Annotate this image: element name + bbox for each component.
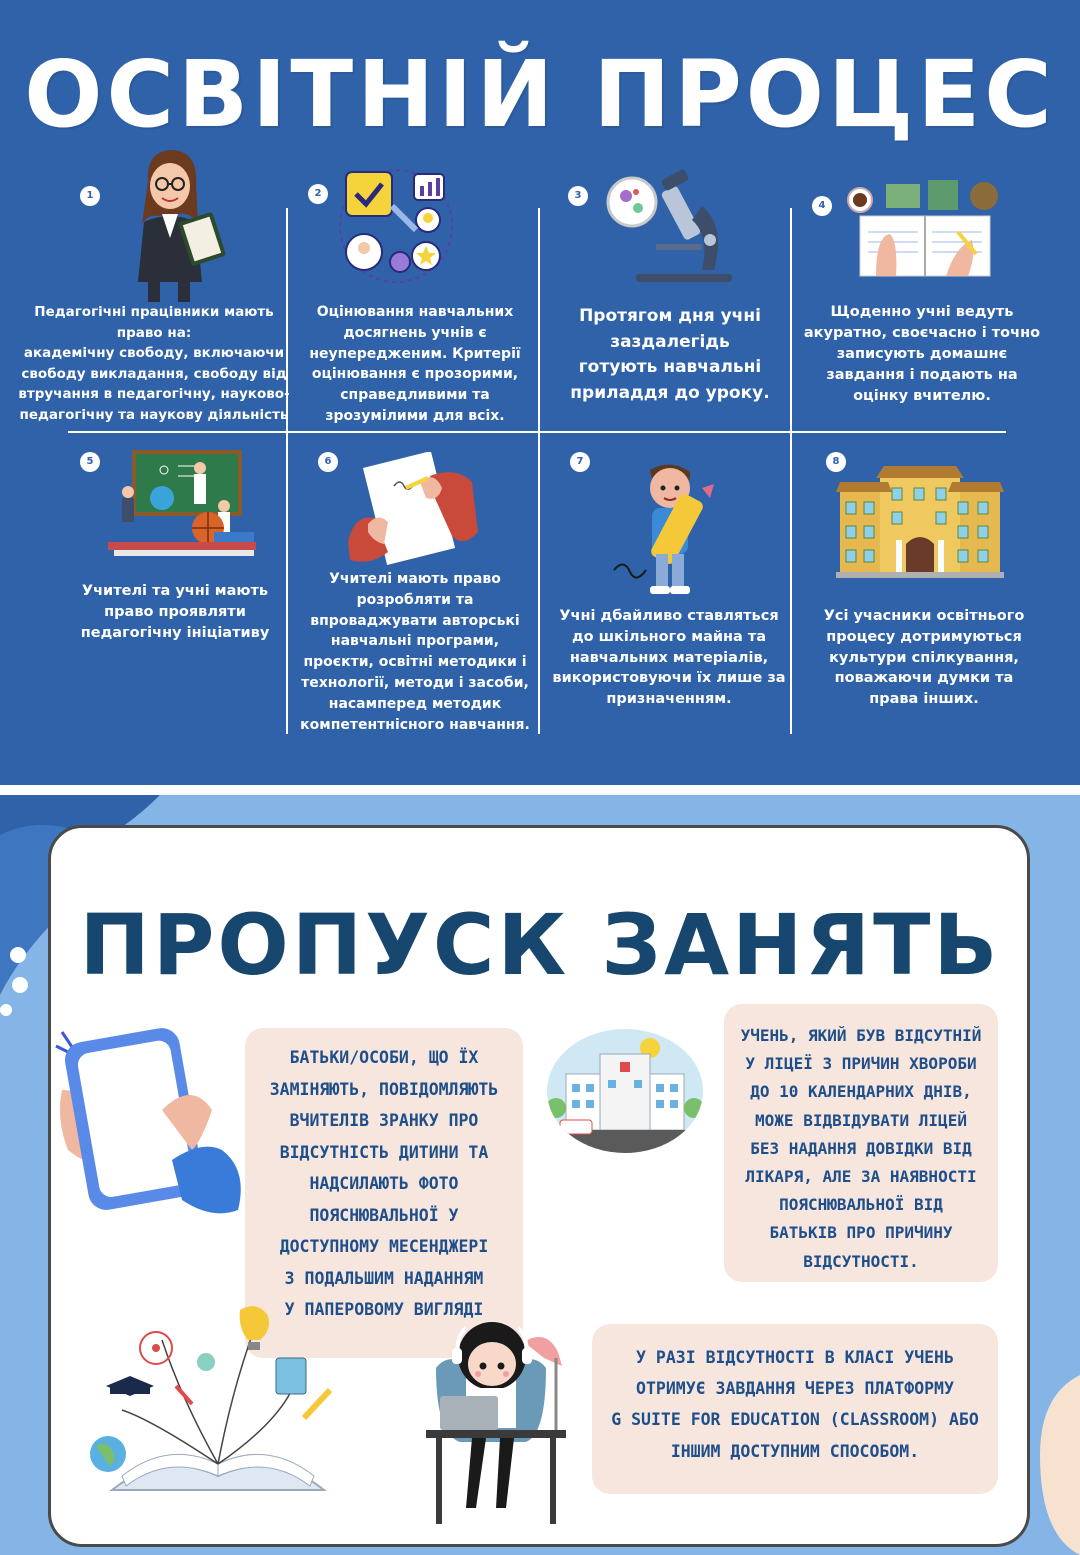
cell-text-5 (40, 581, 310, 644)
text-line: БАТЬКІВ ПРО ПРИЧИНУ (769, 1223, 953, 1243)
cell-text-2 (292, 302, 538, 427)
text-line: Щоденно учні ведуть (830, 304, 1014, 320)
text-line: Протягом дня учні (579, 306, 761, 326)
box-parents-notify-text (245, 1042, 523, 1326)
text-line: технології, методи і засоби, (301, 674, 529, 691)
homework-notebook-icon (846, 176, 1006, 286)
text-line: Педагогічні працівники мають (34, 304, 274, 320)
text-line: оцінку вчителю. (853, 388, 991, 404)
cell-text-4 (798, 302, 1046, 407)
text-line: ВІДСУТНОСТІ. (803, 1251, 919, 1271)
text-line: приладдя до уроку. (570, 382, 770, 403)
cell-number: 4 (812, 196, 832, 216)
cell-number: 8 (826, 452, 846, 472)
text-line: ЛІКАРЯ, АЛЕ ЗА НАЯВНОСТІ (745, 1167, 977, 1187)
text-line: до шкільного майна та (571, 628, 767, 645)
open-book-science-icon (82, 1300, 354, 1496)
text-line: досягнень учнів є (343, 324, 487, 341)
text-line: БЕЗ НАДАННЯ ДОВІДКИ ВІД (750, 1138, 972, 1158)
cell-number: 1 (80, 186, 100, 206)
text-line: Оцінювання навчальних (316, 304, 514, 320)
text-line: ПОЯСНЮВАЛЬНОЇ ВІД (779, 1195, 943, 1215)
text-line: ПОЯСНЮВАЛЬНОЇ У (309, 1205, 459, 1225)
girl-with-laptop-icon (416, 1318, 576, 1530)
cell-text-3 (544, 304, 796, 406)
text-line: процесу дотримуються (826, 628, 1022, 645)
text-line: Усі учасники освітнього (823, 608, 1025, 624)
text-line: використовуючи їх лише за (552, 670, 786, 687)
text-line: ДО 10 КАЛЕНДАРНИХ ДНІВ, (750, 1082, 972, 1102)
text-line: БАТЬКИ/ОСОБИ, ЩО ЇХ (289, 1048, 479, 1067)
phone-in-hand-icon (52, 1020, 248, 1220)
cell-number: 5 (80, 452, 100, 472)
text-line: призначенням. (606, 691, 732, 708)
text-line: ІНШИМ ДОСТУПНИМ СПОСОБОМ. (670, 1441, 920, 1461)
cell-text-8 (798, 606, 1050, 710)
text-line: оцінювання є прозорими, (311, 366, 519, 383)
text-line: неупередженим. Критерії (309, 345, 521, 362)
text-line: втручання в педагогічну, науково- (18, 386, 290, 402)
hand-writing-paper-icon (344, 452, 484, 568)
text-line: Учителі мають право (329, 571, 501, 587)
text-line: З ПОДАЛЬШИМ НАДАННЯМ (284, 1268, 484, 1288)
text-line: педагогічну та наукову діяльність (19, 406, 289, 423)
hospital-icon (546, 1028, 704, 1154)
absence-title: ПРОПУСК ЗАНЯТЬ (79, 896, 1001, 994)
text-line: Учителі та учні мають (81, 583, 269, 599)
text-line: записують домашнє (836, 346, 1008, 362)
grid-divider (68, 431, 1006, 433)
text-line: навчальні програми, (330, 633, 500, 650)
text-line: зрозумілими для всіх. (325, 407, 505, 424)
text-line: поважаючи думки та (834, 670, 1014, 687)
text-line: ВІДСУТНІСТЬ ДИТИНИ ТА (279, 1142, 489, 1162)
text-line: академічну свободу, включаючи (23, 345, 285, 361)
classroom-teachers-students-icon (104, 448, 260, 562)
box-remote-tasks-text (592, 1342, 998, 1467)
text-line: завдання і подають на (826, 367, 1018, 383)
text-line: справедливими та (340, 387, 490, 404)
school-building-icon (836, 462, 1004, 578)
text-line: педагогічну ініціативу (80, 625, 270, 641)
assessment-checklist-icon (336, 166, 456, 286)
cell-text-6 (290, 569, 540, 735)
text-line: право проявляти (104, 604, 246, 620)
text-line: заздалегідь (610, 331, 730, 352)
text-line: НАДСИЛАЮТЬ ФОТО (309, 1174, 459, 1193)
text-line: акуратно, своєчасно і точно (803, 325, 1041, 341)
cell-number: 6 (318, 452, 338, 472)
text-line: У РАЗІ ВІДСУТНОСТІ В КЛАСІ УЧЕНЬ (636, 1348, 954, 1367)
cell-text-7 (542, 606, 796, 710)
text-line: навчальних матеріалів, (569, 649, 769, 666)
text-line: У ПАПЕРОВОМУ ВИГЛЯДІ (284, 1300, 484, 1319)
text-line: культури спілкування, (829, 649, 1019, 666)
cell-text-1 (18, 302, 290, 425)
text-line: УЧЕНЬ, ЯКИЙ БУВ ВІДСУТНІЙ (740, 1026, 982, 1045)
cell-number: 2 (308, 184, 328, 204)
text-line: впроваджувати авторські (310, 612, 520, 629)
teacher-with-book-icon (118, 142, 228, 304)
box-illness-absence-text (724, 1022, 998, 1276)
text-line: ОТРИМУЄ ЗАВДАННЯ ЧЕРЕЗ ПЛАТФОРМУ (636, 1379, 954, 1399)
boy-with-pencil-icon (610, 458, 730, 604)
text-line: свободу викладання, свободу від (21, 365, 287, 382)
text-line: компетентнісного навчання. (300, 716, 530, 733)
microscope-icon (606, 166, 736, 286)
text-line: проєкти, освітні методики і (303, 654, 527, 671)
text-line: ЗАМІНЯЮТЬ, ПОВІДОМЛЯЮТЬ (269, 1079, 499, 1099)
grid-divider (286, 208, 288, 734)
text-line: Учні дбайливо ставляться (559, 608, 779, 624)
text-line: ВЧИТЕЛІВ ЗРАНКУ ПРО (289, 1111, 479, 1130)
text-line: право на: (116, 324, 192, 341)
text-line: розробляти та (356, 591, 474, 608)
text-line: У ЛІЦЕЇ З ПРИЧИН ХВОРОБИ (745, 1054, 977, 1074)
cell-number: 3 (568, 186, 588, 206)
text-line: насамперед методик (328, 695, 502, 712)
text-line: права інших. (869, 691, 979, 708)
text-line: ДОСТУПНОМУ МЕСЕНДЖЕРІ (279, 1237, 489, 1256)
cell-number: 7 (570, 452, 590, 472)
text-line: G SUITE FOR EDUCATION (CLASSROOM) АБО (611, 1410, 979, 1430)
text-line: МОЖЕ ВІДВІДУВАТИ ЛІЦЕЙ (755, 1110, 967, 1130)
text-line: готують навчальні (578, 357, 762, 377)
educational-process-title: ОСВІТНІЙ ПРОЦЕС (24, 41, 1056, 148)
